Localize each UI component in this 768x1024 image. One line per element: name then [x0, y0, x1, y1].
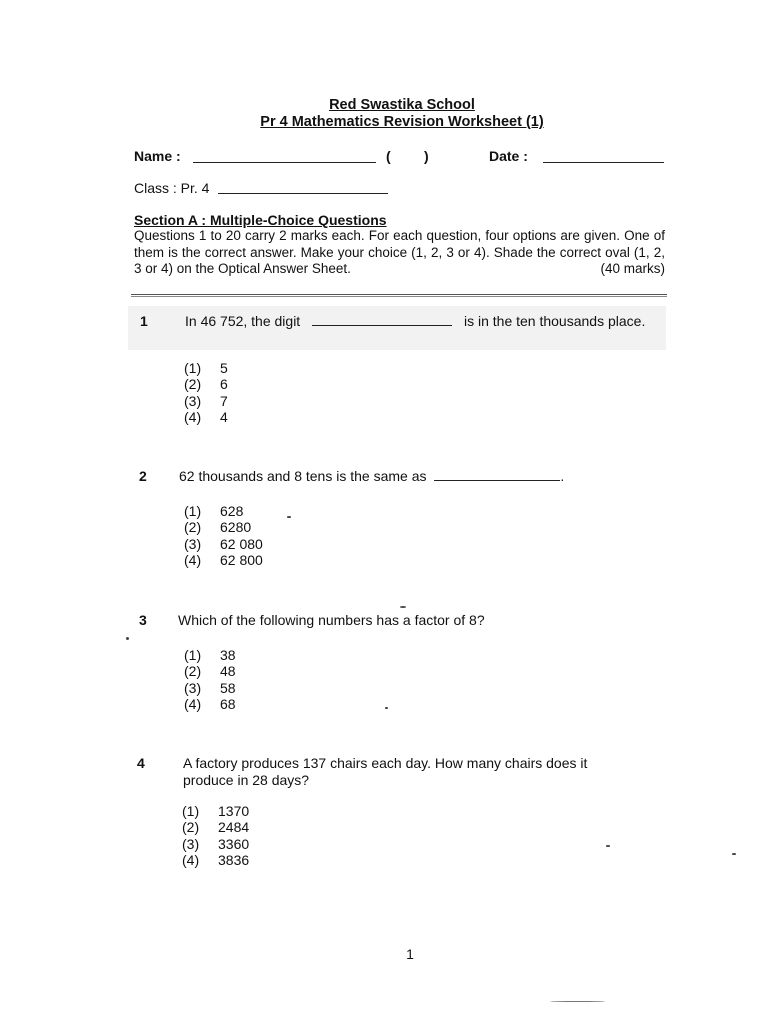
option — [184, 376, 228, 392]
option-value: 6 — [220, 376, 228, 393]
section-instructions — [134, 228, 665, 278]
option — [184, 536, 263, 552]
page-number: 1 — [406, 946, 414, 962]
answer-blank — [312, 313, 452, 326]
name-field[interactable] — [193, 162, 376, 163]
question-1 — [128, 306, 666, 350]
option — [184, 663, 236, 679]
question-text-part: is in the ten thousands place. — [463, 313, 646, 329]
option — [182, 803, 249, 819]
question-text — [179, 468, 564, 485]
option-value: 38 — [220, 647, 236, 663]
section-marks: (40 marks) — [600, 261, 665, 276]
options-q3 — [184, 647, 236, 712]
scan-speck — [550, 1001, 605, 1002]
option — [184, 519, 263, 535]
option — [182, 836, 249, 852]
option — [184, 552, 263, 568]
scan-speck — [385, 707, 388, 709]
option-value: 6280 — [220, 519, 252, 536]
option-value: 1370 — [218, 803, 250, 819]
option-value: 628 — [220, 503, 244, 519]
option-value: 68 — [220, 695, 236, 712]
class-label: Class : Pr. 4 — [134, 180, 210, 196]
option-value: 58 — [220, 679, 236, 696]
option-value: 3360 — [218, 835, 250, 852]
question-text — [185, 313, 657, 330]
option — [184, 393, 228, 409]
option-value: 5 — [220, 360, 228, 376]
option-value: 62 080 — [220, 535, 263, 552]
section-divider — [131, 294, 667, 297]
option — [182, 819, 249, 835]
option-number: (2) — [182, 819, 200, 836]
class-field[interactable] — [218, 193, 388, 194]
scan-speck — [400, 606, 406, 608]
name-label: Name : — [134, 148, 181, 164]
question-number: 3 — [139, 612, 147, 628]
option-number: (1) — [182, 803, 200, 819]
option-number: (2) — [184, 519, 202, 536]
option-number: (1) — [184, 647, 202, 663]
register-number-close: ) — [424, 148, 429, 164]
option-value: 48 — [220, 663, 236, 680]
option-number: (3) — [182, 835, 200, 852]
option-value: 2484 — [218, 819, 250, 836]
option — [184, 647, 236, 663]
option-value: 62 800 — [220, 551, 263, 568]
date-label: Date : — [489, 148, 528, 164]
section-title: Section A : Multiple-Choice Questions — [134, 212, 387, 228]
question-number: 2 — [139, 468, 147, 484]
options-q2 — [184, 503, 263, 568]
option — [184, 360, 228, 376]
options-q1 — [184, 360, 228, 425]
option — [184, 680, 236, 696]
question-text-part: 62 thousands and 8 tens is the same as — [179, 468, 427, 484]
question-text-part: . — [560, 468, 565, 484]
option-number: (1) — [184, 360, 202, 376]
options-q4 — [182, 803, 249, 868]
option-number: (2) — [184, 376, 202, 393]
question-text: Which of the following numbers has a factor of 8? — [178, 612, 485, 628]
option-number: (4) — [184, 551, 202, 568]
question-text-part: In 46 752, the digit — [185, 313, 301, 329]
option — [182, 852, 249, 868]
option — [184, 696, 236, 712]
worksheet-title: Pr 4 Mathematics Revision Worksheet (1) — [260, 114, 544, 130]
option-value: 3836 — [218, 851, 250, 868]
question-number: 1 — [140, 313, 148, 329]
option-number: (4) — [182, 851, 200, 868]
option-value: 7 — [220, 392, 228, 409]
option-number: (1) — [184, 503, 202, 519]
school-name: Red Swastika School — [329, 97, 475, 113]
option — [184, 503, 263, 519]
instructions-text: Questions 1 to 20 carry 2 marks each. For each question, four options are given. One of them is the correct answer. Make your choice (1, 2, 3 or 4). Shade the correct oval (1, 2, 3 or 4) on the Optical Answer Sheet. — [134, 228, 665, 276]
date-field[interactable] — [543, 162, 664, 163]
question-text: A factory produces 137 chairs each day. How many chairs does it produce in 28 days? — [183, 755, 588, 788]
option-number: (4) — [184, 408, 202, 425]
option — [184, 409, 228, 425]
scan-speck — [126, 637, 129, 640]
option-number: (4) — [184, 695, 202, 712]
scan-speck — [606, 845, 610, 847]
register-number-open: ( — [386, 148, 391, 164]
question-number: 4 — [137, 755, 145, 771]
answer-blank — [434, 468, 560, 481]
option-number: (3) — [184, 679, 202, 696]
option-number: (3) — [184, 535, 202, 552]
option-number: (3) — [184, 392, 202, 409]
scan-speck — [732, 853, 736, 855]
option-number: (2) — [184, 663, 202, 680]
scan-speck — [287, 516, 291, 518]
option-value: 4 — [220, 408, 228, 425]
